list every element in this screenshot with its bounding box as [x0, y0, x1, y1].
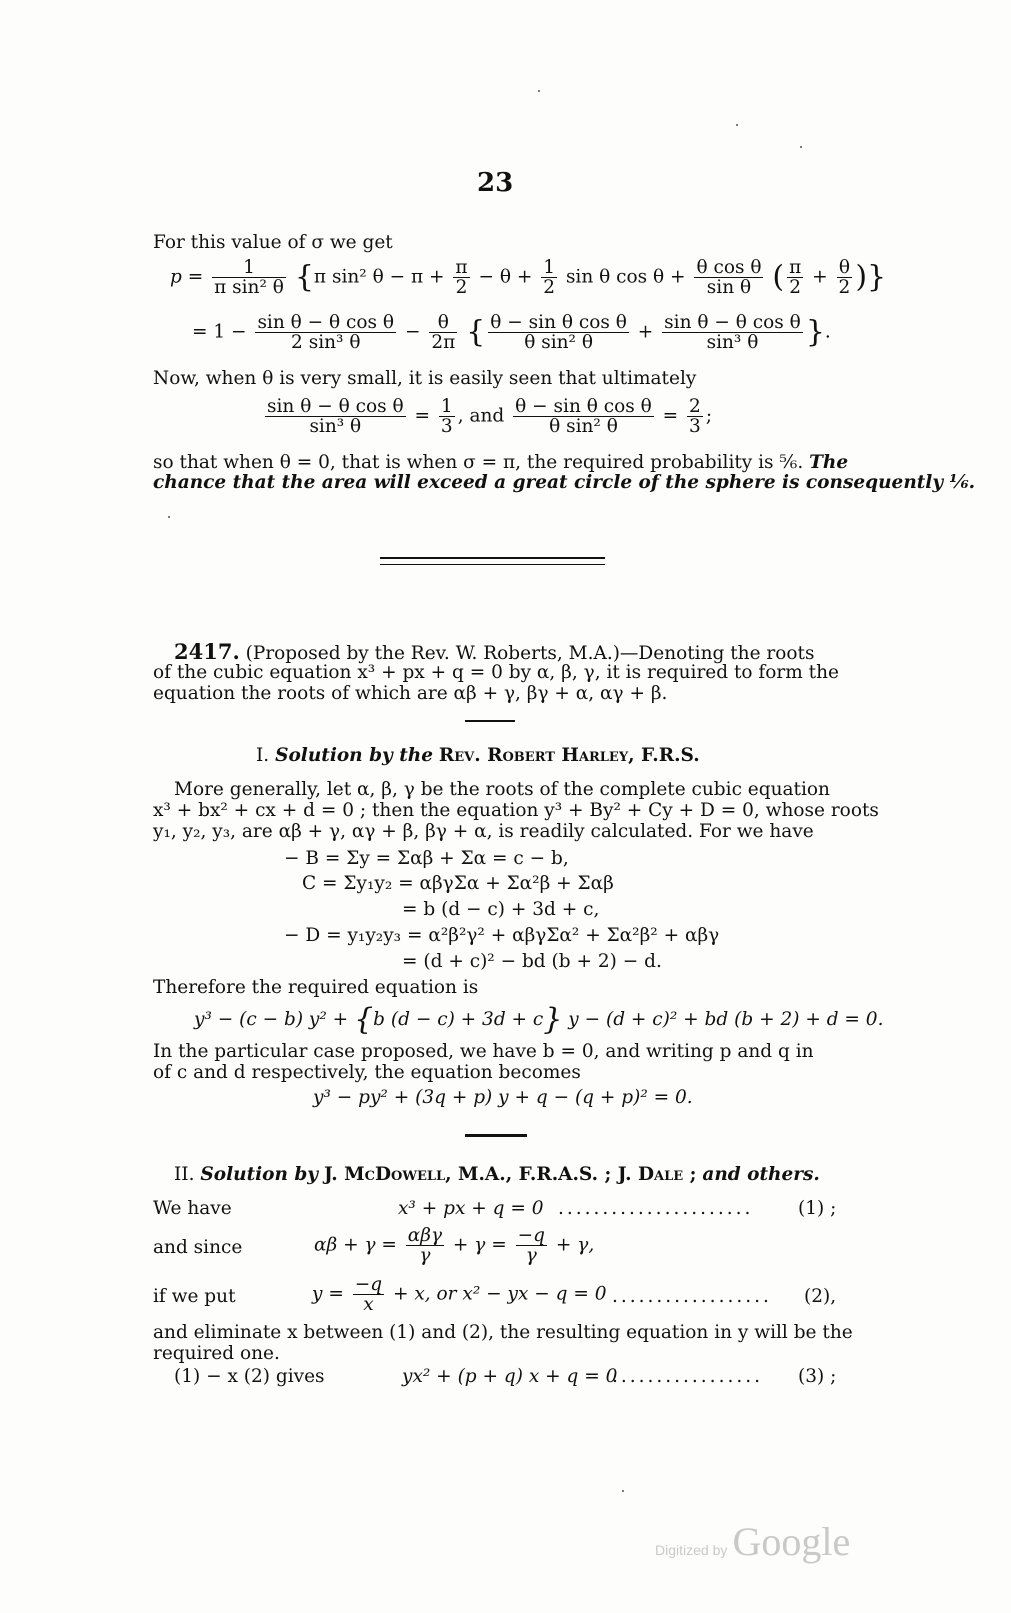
limit-equation: $\frac{\text{sin θ − θ cos θ}}{\text{sin³ θ}}$ = $\frac{1}{3}$ , and $\frac{\text{θ − sin θ cos θ}}{\text{θ sin² θ}}$ = $\frac{2}{3}$ ;	[267, 396, 713, 437]
equation-3: yx² + (p + q) x + q = 0	[402, 1366, 618, 1387]
fraction: $\frac{1}{\text{π sin² θ}}$	[214, 257, 284, 298]
section-divider	[380, 564, 605, 565]
equation-2: y = $\frac{-q}{x}$ + x, or x² − yx − q = 0	[312, 1274, 607, 1315]
fraction: $\frac{1}{2}$	[543, 257, 556, 298]
solution-2-heading: II. Solution by J. McDowell, M.A., F.R.A.S. ; J. Dale ; and others.	[174, 1164, 820, 1185]
intro-line: For this value of σ we get	[153, 232, 393, 253]
equation-3-number: (3) ;	[798, 1366, 837, 1387]
scan-speck	[736, 124, 738, 126]
and-since-equation: αβ + γ = $\frac{\text{αβγ}}{\gamma}$ + γ = $\frac{-q}{\gamma}$ + γ,	[314, 1225, 595, 1266]
scan-speck	[800, 146, 802, 148]
fraction: $\frac{1}{3}$	[440, 396, 453, 437]
fraction: $\frac{\text{sin θ − θ cos θ}}{\text{sin³ θ}}$	[267, 396, 404, 437]
leader-dots: ......................	[558, 1198, 754, 1219]
short-rule	[465, 1134, 527, 1137]
solution-1-equation-4: − D = y₁y₂y₃ = α²β²γ² + αβγΣα² + Σα²β² + αβγ	[284, 925, 720, 946]
watermark-prefix: Digitized by	[655, 1542, 728, 1558]
solution-1-equation-1: − B = Σy = Σαβ + Σα = c − b,	[284, 848, 569, 869]
problem-line-2: of the cubic equation x³ + px + q = 0 by α, β, γ, it is required to form the	[153, 662, 839, 683]
fraction: $\frac{\pi}{2}$	[455, 257, 468, 298]
page-number: 23	[477, 168, 514, 198]
solution-1-equation-2: C = Σy₁y₂ = αβγΣα + Σα²β + Σαβ	[302, 873, 614, 894]
google-logo: Google	[732, 1519, 851, 1564]
equation-2-number: (2),	[804, 1286, 837, 1307]
fraction: $\frac{-q}{\gamma}$	[517, 1225, 545, 1266]
solution-1-equation-5: = (d + c)² − bd (b + 2) − d.	[402, 951, 662, 972]
problem-line-1: 2417. (Proposed by the Rev. W. Roberts, M.A.)—Denoting the roots	[174, 639, 815, 664]
fraction: $\frac{\text{θ − sin θ cos θ}}{\text{θ sin² θ}}$	[490, 312, 627, 353]
leader-dots: .................	[612, 1366, 763, 1387]
particular-case-line-1: In the particular case proposed, we have b = 0, and writing p and q in	[153, 1041, 814, 1062]
required-equation: y³ − (c − b) y² + {b (d − c) + 3d + c} y − (d + c)² + bd (b + 2) + d = 0.	[194, 1002, 884, 1037]
digitized-watermark	[655, 1518, 850, 1565]
fraction: $\frac{\theta}{2\pi}$	[431, 312, 456, 353]
gives-label: (1) − x (2) gives	[174, 1366, 325, 1387]
fraction: $\frac{\text{sin θ − θ cos θ}}{\text{2 sin³ θ}}$	[257, 312, 395, 353]
therefore-line: Therefore the required equation is	[153, 977, 479, 998]
problem-line-3: equation the roots of which are αβ + γ, βγ + α, αγ + β.	[153, 683, 668, 704]
fraction: $\frac{\text{sin θ − θ cos θ}}{\text{sin³ θ}}$	[664, 312, 801, 353]
scan-speck	[168, 516, 170, 518]
problem-number: 2417.	[174, 639, 240, 664]
short-rule	[465, 720, 515, 722]
solution-1-heading: I. Solution by the Rev. Robert Harley, F.R.S.	[256, 745, 700, 766]
probability-equation-line-2: = 1 − $\frac{\text{sin θ − θ cos θ}}{\text{2 sin³ θ}}$ − $\frac{\theta}{2\pi}$ { $\frac{\text{θ − sin θ cos θ}}{\text{θ sin² θ}}$ + $\frac{\text{sin θ − θ cos θ}}{\text{sin³ θ}}$ }.	[192, 312, 831, 353]
p-symbol: p	[170, 266, 182, 288]
leader-dots: ..................	[612, 1286, 772, 1307]
scan-speck	[622, 1490, 624, 1492]
solution-1-para-line-2: x³ + bx² + cx + d = 0 ; then the equation y³ + By² + Cy + D = 0, whose roots	[153, 800, 879, 821]
eliminate-line-1: and eliminate x between (1) and (2), the resulting equation in y will be the	[153, 1322, 853, 1343]
particular-case-line-2: of c and d respectively, the equation becomes	[153, 1062, 581, 1083]
eliminate-line-2: required one.	[153, 1343, 280, 1364]
so-line: so that when θ = 0, that is when σ = π, the required probability is ⅚. The	[153, 452, 849, 473]
fraction: $\frac{\pi}{2}$	[789, 257, 802, 298]
fraction: $\frac{\text{θ cos θ}}{\text{sin θ}}$	[696, 257, 762, 298]
fraction: $\frac{2}{3}$	[689, 396, 701, 437]
section-divider	[380, 557, 605, 559]
if-we-put-label: if we put	[153, 1286, 236, 1307]
now-line: Now, when θ is very small, it is easily seen that ultimately	[153, 368, 697, 389]
equation-1: x³ + px + q = 0	[398, 1198, 544, 1219]
solution-1-equation-3: = b (d − c) + 3d + c,	[402, 899, 600, 920]
fraction: $\frac{\theta}{2}$	[838, 257, 851, 298]
equation-1-number: (1) ;	[798, 1198, 837, 1219]
fraction: $\frac{\text{θ − sin θ cos θ}}{\text{θ sin² θ}}$	[515, 396, 652, 437]
we-have-label: We have	[153, 1198, 232, 1219]
and-since-label: and since	[153, 1237, 243, 1258]
probability-equation-line-1: p = $\frac{1}{\text{π sin² θ}}$ {π sin² θ − π + $\frac{\pi}{2}$ − θ + $\frac{1}{2}$ sin θ cos θ + $\frac{\text{θ cos θ}}{\text{sin θ}}$ ( $\frac{\pi}{2}$ + $\frac{\theta}{2}$ )}	[170, 257, 887, 298]
fraction: $\frac{\text{αβγ}}{\gamma}$	[407, 1225, 443, 1266]
scan-speck	[538, 90, 540, 92]
solution-1-para-line-1: More generally, let α, β, γ be the roots of the complete cubic equation	[174, 779, 830, 800]
chance-line: chance that the area will exceed a great circle of the sphere is consequently ⅙.	[153, 472, 976, 493]
fraction: $\frac{-q}{x}$	[354, 1274, 383, 1315]
final-equation: y³ − py² + (3q + p) y + q − (q + p)² = 0.	[313, 1087, 693, 1108]
solution-1-para-line-3: y₁, y₂, y₃, are αβ + γ, αγ + β, βγ + α, is readily calculated. For we have	[153, 821, 814, 842]
